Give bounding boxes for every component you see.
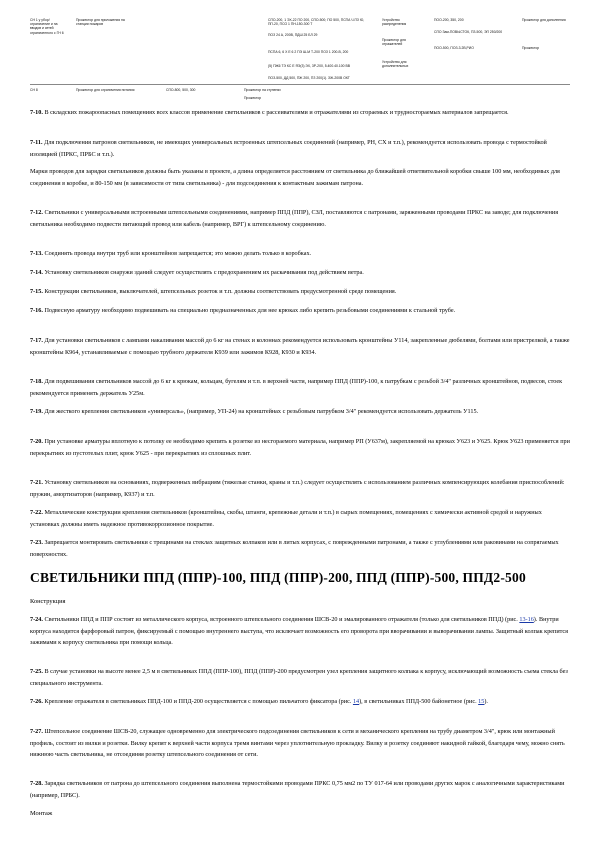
paragraph-7-19 — [30, 406, 570, 418]
header-cell-3b: ПОЗ 24 А, 200В, ПДШ 25 БЛ 29 — [268, 33, 318, 37]
paragraph-text: ). Внутри корпуса находится фарфоровый патрон, фиксируемый с помощью внутреннего выступа, что исключает возможность его проворота при вворачивании и выворачивании лампы. Защитный колпак крепится зажимами к корпусу светильника при помощи кольца. — [30, 616, 569, 646]
header-cell-1: СН 1 у убор/ ограничение и на вводов и сетей ограниченного с ГН 6 — [30, 18, 64, 35]
paragraph-text: Для установки светильников с лампами накаливания массой до 6 кг на стенах и колоннах рекомендуется использовать кронштейны У114, закрепленные дюбелями, болтами или пристрелкой, а также кронштейны К964, устанавливаемые с помощью трубного держателя К939 или зажимов К928, К930 и К934. — [30, 337, 570, 356]
paragraph-text: Марки проводов для зарядки светильников должны быть указаны в проекте, а длина определяется расстоянием от светильника до ближайшей ответвительной коробки свыше 100 мм, необходимых для соединения в коробке, и 80-150 мм (в зависимости от типа светильника) - для подсоединения к контактным зажимам патрона. — [30, 168, 560, 187]
paragraph-number: 7-19. — [30, 408, 43, 415]
paragraph-7-12 — [30, 207, 570, 230]
paragraph-number: 7-12. — [30, 209, 43, 216]
header-cell-12: Прожектор — [522, 46, 540, 50]
paragraph-number: 7-18. — [30, 378, 43, 385]
header-cell-4: Устройство распределения — [382, 18, 407, 27]
paragraph-number: 7-10. — [30, 109, 43, 116]
paragraph-7-21 — [30, 477, 570, 500]
paragraph-text: Запрещается монтировать светильники с трещинами на стеклах защитных колпаков или в литых корпусах, с поврежденными патронами, а также с углублениями или раковинами на сопрягаемых поверхностях. — [30, 539, 559, 558]
paragraph-text: Установку светильников снаружи зданий следует осуществлять с предохранением их раскачивания под действием ветра. — [42, 269, 364, 276]
paragraph-number: 7-23. — [30, 539, 43, 546]
paragraph-7-25 — [30, 666, 570, 689]
paragraph-7-18 — [30, 376, 570, 399]
paragraph-7-24 — [30, 614, 570, 649]
paragraph-7-27 — [30, 726, 570, 761]
header-cell-10: Прожектор для отражателей — [382, 38, 407, 47]
header-cell-13: ПОЗ-500, ДД 500, ПЖ 200, ПЗ 200(1). ЗЖ-200В ОКТ — [268, 76, 350, 80]
paragraph-7-13 — [30, 248, 570, 260]
paragraph-text: Установку светильников на основаниях, подверженных вибрациям (тяжелые станки, краны и т.п.) следует осуществлять с использованием различных компенсирующих колебания приспособлений: пружин, амортизаторов (например, К937) и т.п. — [30, 479, 565, 498]
header-row2-cell-2: Прожектор для ограничения питания — [76, 88, 135, 92]
paragraph-number: 7-22. — [30, 509, 43, 516]
header-cell-14: Устройство для дополнительных — [382, 60, 409, 69]
paragraph-text: Для жесткого крепления светильников «универсаль», (например, УП-24) на кронштейнах с резьбовым патрубком 3/4" рекомендуется использовать держатель У115. — [42, 408, 479, 415]
header-divider — [30, 84, 570, 85]
paragraph-wire-marks — [30, 166, 570, 189]
header-row2-cell-3: СПО-800, 500, 300 — [166, 88, 196, 92]
paragraph-7-10 — [30, 107, 570, 119]
paragraph-text: Металлические конструкции крепления светильников (кронштейны, скобы, штанги, крепежные детали и т.п.) в сырых помещениях, помещениях с химически активной средой и наружных установках должны иметь надежное противокоррозионное покрытие. — [30, 509, 542, 528]
header-cell-7: СПО Зам-ПОВЫСТОК, ПЗ-500, ЭП 250/200 — [434, 30, 503, 34]
section-title: СВЕТИЛЬНИКИ ППД (ППР)-100, ППД (ППР)-200, ППД (ППР)-500, ППД2-500 — [30, 570, 526, 585]
header-cell-11: (5) ПЖ6 ТЭ КС Е ЯЭ(3) ЭХ, 3Р-200, 5.400.40.100 ВВ — [268, 64, 350, 68]
header-cell-5: ПОО-200, 350, 200 — [434, 18, 464, 22]
header-row2-cell-4: Прожектор на ступенях — [244, 88, 281, 92]
paragraph-text: В складских пожароопасных помещениях всех классов применение светильников с рассеивателями и отражателями из сгораемых и трудносгораемых материалов запрещается. — [42, 109, 509, 116]
paragraph-text: Конструкции светильников, выключателей, штепсельных розеток и т.п. должны соответствовать предусмотренной среде помещения. — [42, 288, 397, 295]
figure-link[interactable]: 13-16 — [519, 616, 534, 623]
paragraph-number: 7-11. — [30, 139, 43, 146]
header-cell-8: ПОО-500, ПОЗ-3.2В,РИО — [434, 46, 474, 50]
paragraph-text: Для подвешивания светильников массой до 6 кг к крюкам, кольцам, бугелям и т.п. в верхней части, например ППД (ППР)-100, к патрубкам с резьбой 3/4" различных кронштейнов, подвесов, стоек рекомендуется применять держатель У25м. — [30, 378, 563, 397]
paragraph-number: 7-21. — [30, 479, 43, 486]
paragraph-text: Подвесную арматуру необходимо подвешивать на специально предназначенных для нее крюках либо крепить резьбовыми соединениями к стальной трубе. — [42, 307, 456, 314]
figure-link[interactable]: 15 — [478, 698, 485, 705]
paragraph-text: При установке арматуры вплотную к потолку ее необходимо крепить к розетке из несгораемого материала, например РП (У637м), закрепляемой на крюках У623 и У625. Крюк У623 применяется при перекрытиях из пустотелых плит, крюк У625 - при перекрытиях из сплошных плит. — [30, 438, 570, 457]
paragraph-7-16 — [30, 305, 570, 317]
paragraph-text: Штепсельное соединение ШСВ-20, служащее одновременно для электрического подсоединения светильников к сети и механического крепления на трубу диаметром 3/4", крюк или монтажный профиль, состоит из вилки и розетки. Вилку крепят к верхней части корпуса тремя винтами через уплотнительную прокладку. Вилку и розетку соединяют накидной гайкой, благодаря чему, можно снять нижнюю часть светильника, не отсоединяя розетку штепсельного соединения от сети. — [30, 728, 565, 758]
paragraph-7-11 — [30, 137, 570, 160]
paragraph-7-14 — [30, 267, 570, 279]
paragraph-number: 7-27. — [30, 728, 43, 735]
paragraph-text: В случае установки на высоте менее 2,5 м в светильниках ППД (ППР-100), ППД (ППР)-200 предусмотрен узел крепления защитного колпака к корпусу, исключающий возможность съема стекла без специального инструмента. — [30, 668, 568, 687]
header-cell-3: СПО-200, 1 ЭХ-22 ПО 200, СПО-500; ПО 500, ПСПА Ч.ПЗ Ю, ПП-20, ПСО 1 ПН-150-300 Т — [268, 18, 366, 27]
paragraph-7-20 — [30, 436, 570, 459]
paragraph-text: Крепление отражателя в светильниках ППД-100 и ППД-200 осуществляется с помощью пильчатого фиксатора (рис. — [42, 698, 353, 705]
paragraph-text: ), в светильниках ППД-500 байонетное (рис. — [359, 698, 479, 705]
paragraph-7-23 — [30, 537, 570, 560]
paragraph-text: Соединять провода внутри труб или кронштейнов запрещается; это можно делать только в коробках. — [42, 250, 312, 257]
subsection-heading-construction: Конструкция — [30, 598, 66, 605]
figure-link[interactable]: 14 — [352, 698, 360, 705]
paragraph-7-15 — [30, 286, 570, 298]
paragraph-number: 7-20. — [30, 438, 43, 445]
paragraph-text: Светильники ППД и ППР состоят из металлического корпуса, встроенного штепсельного соединения ШСВ-20 и эмалированного отражателя (только для светильников ППД) (рис. — [42, 616, 520, 623]
header-cell-6: Прожектор для дополнения — [522, 18, 566, 22]
header-row2-cell-5: Прожектор — [244, 96, 262, 100]
paragraph-7-28 — [30, 778, 570, 801]
paragraph-number: 7-16. — [30, 307, 43, 314]
paragraph-text: ). — [484, 698, 488, 705]
header-row2-cell-1: СН 8 — [30, 88, 38, 92]
paragraph-text: Для подключения патронов светильников, не имеющих универсальных встроенных штепсельных соединений (например, РН, СХ и т.п.), рекомендуется использовать провода с термостойкой изоляцией (ПРКС, ПРБС и т.п.). — [30, 139, 547, 158]
paragraph-number: 7-25. — [30, 668, 43, 675]
paragraph-number: 7-13. — [30, 250, 43, 257]
header-cell-2: Прожектор для приложения на станции пожаров — [76, 18, 126, 27]
paragraph-text: Светильники с универсальными встроенными штепсельными соединениями, например ППД (ППР), СЗЛ, поставляются с патронами, заряженными проводами ПРКС на заводе; для подключения светильника необходимо подвести питающий провод или кабель (например, ВРГ) к штепсельному соединению. — [30, 209, 559, 228]
paragraph-number: 7-24. — [30, 616, 43, 623]
paragraph-number: 7-26. — [30, 698, 43, 705]
paragraph-number: 7-14. — [30, 269, 43, 276]
paragraph-7-17 — [30, 335, 570, 358]
paragraph-7-26 — [30, 696, 570, 708]
paragraph-number: 7-28. — [30, 780, 43, 787]
header-cell-9: ПСПА 6, 6 Х Е 6 2 ПЭ Ш-М Т-200 ПОЗ 1 200-В, 200 — [268, 50, 349, 54]
paragraph-number: 7-17. — [30, 337, 43, 344]
paragraph-7-22 — [30, 507, 570, 530]
paragraph-number: 7-15. — [30, 288, 43, 295]
paragraph-text: Зарядка светильников от патрона до штепсельного соединения выполнена термостойкими проводами ПРКС 0,75 мм2 по ТУ 017-64 или проводами других марок с аналогичными характеристиками (например, ПРБС). — [30, 780, 565, 799]
subsection-heading-mounting: Монтаж — [30, 810, 53, 817]
